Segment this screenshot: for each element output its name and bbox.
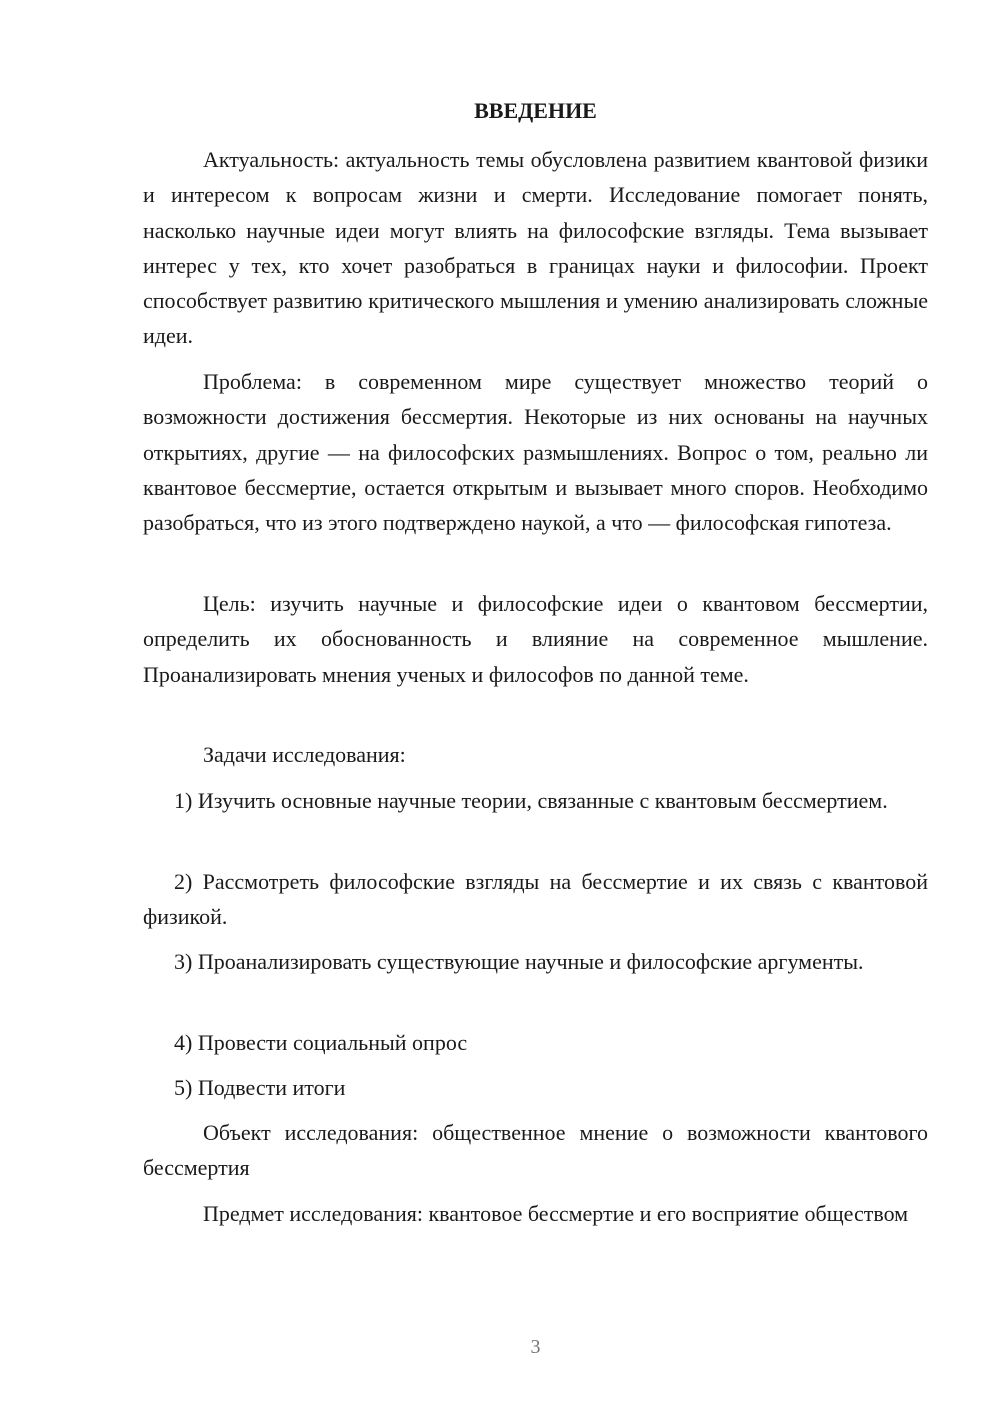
- relevance-paragraph: Актуальность: актуальность темы обусловлена развитием квантовой физики и интересом к вопросам жизни и смерти. Исследование помогает понять, насколько научные идеи могут влиять на философские взгляды. Тема вызывает интерес у тех, кто хочет разобраться в границах науки и философии. Проект способствует развитию критического мышления и умению анализировать сложные идеи.: [143, 147, 928, 349]
- page-number: 3: [530, 1336, 541, 1358]
- task-item-1: 1) Изучить основные научные теории, связанные с квантовым бессмертием.: [174, 788, 888, 813]
- tasks-heading: Задачи исследования:: [203, 742, 406, 767]
- document-page: [143, 0, 928, 1414]
- task-item-5: 5) Подвести итоги: [174, 1075, 346, 1100]
- task-item-2: 2) Рассмотреть философские взгляды на бессмертие и их связь с квантовой физикой.: [143, 869, 928, 930]
- section-heading: ВВЕДЕНИЕ: [474, 98, 597, 123]
- subject-paragraph: Предмет исследования: квантовое бессмертие и его восприятие обществом: [203, 1201, 909, 1226]
- object-paragraph: Объект исследования: общественное мнение о возможности квантового бессмертия: [143, 1120, 928, 1181]
- task-item-3: 3) Проанализировать существующие научные и философские аргументы.: [174, 949, 864, 974]
- goal-paragraph: Цель: изучить научные и философские идеи о квантовом бессмертии, определить их обоснованность и влияние на современное мышление. Проанализировать мнения ученых и философов по данной теме.: [143, 591, 928, 687]
- problem-paragraph: Проблема: в современном мире существует множество теорий о возможности достижения бессмертия. Некоторые из них основаны на научных открытиях, другие — на философских размышлениях. Вопрос о том, реально ли квантовое бессмертие, остается открытым и вызывает много споров. Необходимо разобраться, что из этого подтверждено наукой, а что — философская гипотеза.: [143, 369, 928, 536]
- task-item-4: 4) Провести социальный опрос: [174, 1030, 468, 1055]
